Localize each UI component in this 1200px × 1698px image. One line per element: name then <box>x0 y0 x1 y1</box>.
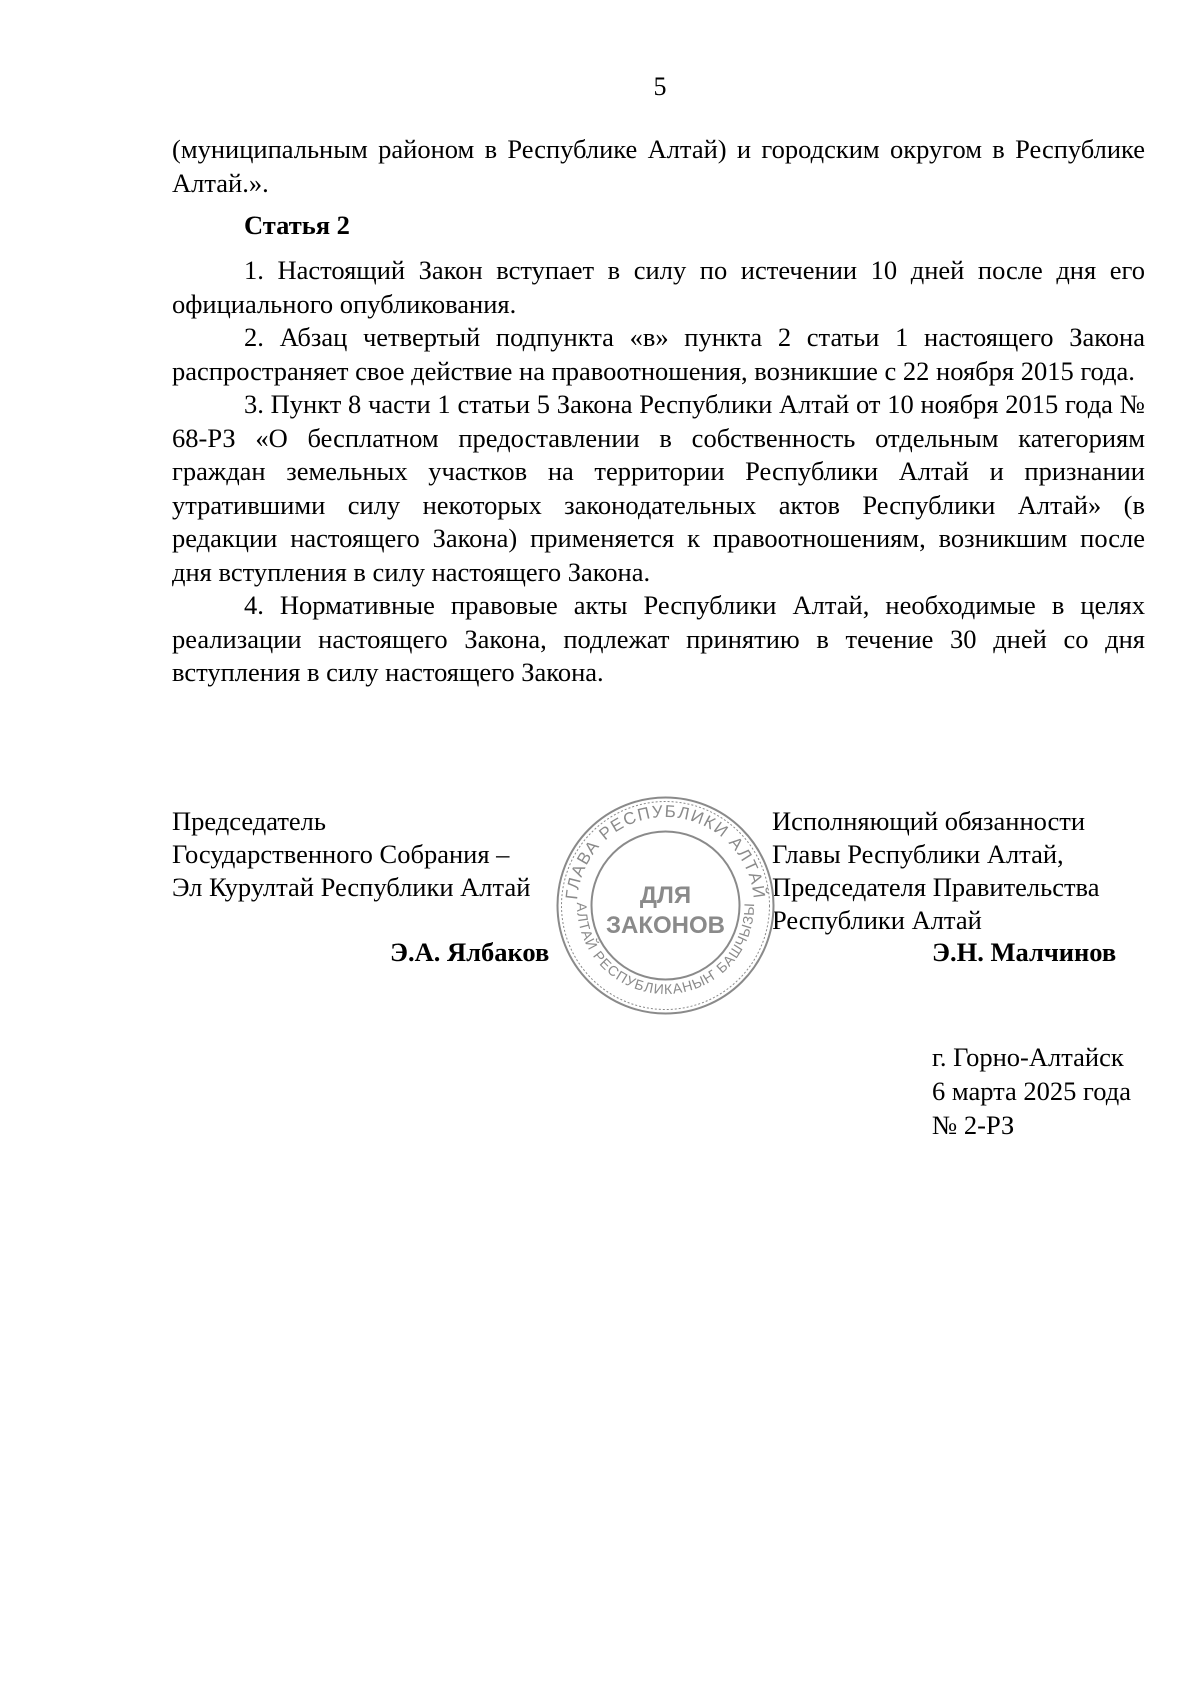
signatory-left-name: Э.А. Ялбаков <box>390 937 550 967</box>
signatory-left-title <box>172 805 530 904</box>
signatory-right-name: Э.Н. Малчинов <box>932 937 1117 967</box>
signatory-right-line: Председателя Правительства <box>772 872 1100 902</box>
intro-paragraph: (муниципальным районом в Республике Алтай) и городским округом в Республике Алтай.». <box>172 134 1145 198</box>
seal-outer-text-bottom: АЛТАЙ РЕСПУБЛИКАНЫҤ БАШЧЫЗЫ <box>573 901 758 998</box>
signatory-right-line: Республики Алтай <box>772 905 982 935</box>
place-city: г. Горно-Алтайск <box>932 1042 1124 1072</box>
article-body <box>172 254 1145 690</box>
signatory-right-line: Исполняющий обязанности <box>772 806 1086 836</box>
law-number: № 2-РЗ <box>932 1110 1015 1140</box>
article-paragraph-2: 2. Абзац четвертый подпункта «в» пункта 2 статьи 1 настоящего Закона распространяет свое действие на правоотношения, возникшие с 22 ноября 2015 года. <box>172 322 1145 386</box>
signatory-left-line: Эл Курултай Республики Алтай <box>172 872 531 902</box>
intro-block <box>172 133 1145 200</box>
page-number: 5 <box>653 72 667 101</box>
article-paragraph-3: 3. Пункт 8 части 1 статьи 5 Закона Республики Алтай от 10 ноября 2015 года № 68-РЗ «О бесплатном предоставлении в собственность отдельным категориям граждан земельных участков на территории Республики Алтай и признании утратившими силу некоторых законодательных актов Республики Алтай» (в редакции настоящего Закона) применяется к правоотношениям, возникшим после дня вступления в силу настоящего Закона. <box>172 389 1145 587</box>
seal-center-line-2: ЗАКОНОВ <box>605 912 726 939</box>
official-seal <box>553 793 778 1018</box>
article-paragraph-4: 4. Нормативные правовые акты Республики Алтай, необходимые в целях реализации настоящего Закона, подлежат принятию в течение 30 дней со дня вступления в силу настоящего Закона. <box>172 590 1145 687</box>
signatory-left-line: Председатель <box>172 806 326 836</box>
signatory-right-line: Главы Республики Алтай, <box>772 839 1064 869</box>
seal-outer-text-top: ГЛАВА РЕСПУБЛИКИ АЛТАЙ <box>562 801 769 901</box>
law-date: 6 марта 2025 года <box>932 1076 1131 1106</box>
article-heading: Статья 2 <box>244 210 350 240</box>
signatory-right-title <box>772 805 1100 937</box>
place-date-block <box>932 1040 1131 1142</box>
signatory-left-line: Государственного Собрания – <box>172 839 510 869</box>
seal-center-line-1: ДЛЯ <box>639 882 692 909</box>
article-paragraph-1: 1. Настоящий Закон вступает в силу по истечении 10 дней после дня его официального опубликования. <box>172 255 1145 319</box>
